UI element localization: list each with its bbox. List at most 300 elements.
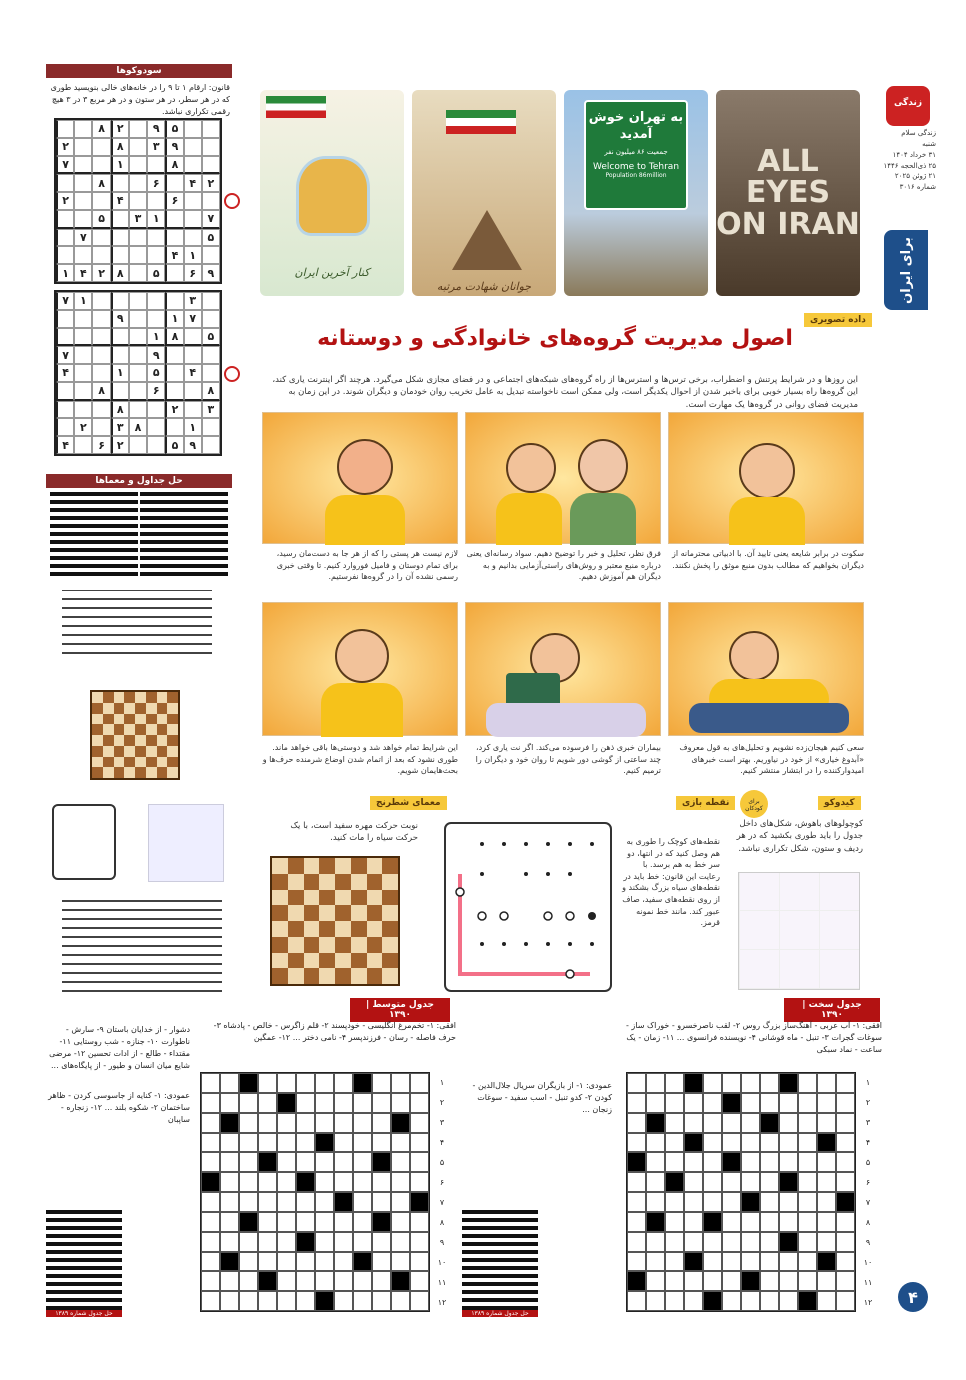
crossword-cell[interactable]: [722, 1192, 741, 1212]
sudoku-grid-1[interactable]: [54, 118, 222, 284]
sudoku-cell[interactable]: ۱: [184, 246, 202, 264]
crossword-cell[interactable]: [646, 1073, 665, 1093]
crossword-cell[interactable]: [277, 1133, 296, 1153]
crossword-cell[interactable]: [836, 1073, 855, 1093]
crossword-cell[interactable]: [627, 1291, 646, 1311]
crossword-cell[interactable]: [258, 1192, 277, 1212]
crossword-cell[interactable]: [627, 1152, 646, 1172]
crossword-cell[interactable]: [817, 1291, 836, 1311]
crossword-cell[interactable]: [391, 1212, 410, 1232]
sudoku-cell[interactable]: ۸: [165, 328, 183, 347]
crossword-cell[interactable]: [646, 1113, 665, 1133]
crossword-cell[interactable]: [353, 1271, 372, 1291]
sudoku-cell[interactable]: ۱: [111, 156, 129, 175]
crossword-cell[interactable]: [646, 1212, 665, 1232]
crossword-cell[interactable]: [315, 1252, 334, 1272]
crossword-cell[interactable]: [836, 1291, 855, 1311]
crossword-cell[interactable]: [220, 1093, 239, 1113]
sudoku-cell[interactable]: [111, 328, 129, 347]
sudoku-cell[interactable]: [129, 264, 147, 282]
crossword-cell[interactable]: [684, 1252, 703, 1272]
crossword-cell[interactable]: [703, 1212, 722, 1232]
crossword-cell[interactable]: [296, 1291, 315, 1311]
crossword-cell[interactable]: [410, 1152, 429, 1172]
crossword-cell[interactable]: [220, 1291, 239, 1311]
sudoku-cell[interactable]: ۷: [184, 310, 202, 328]
crossword-cell[interactable]: [627, 1192, 646, 1212]
sudoku-cell[interactable]: [56, 174, 74, 192]
crossword-cell[interactable]: [201, 1073, 220, 1093]
crossword-cell[interactable]: [258, 1113, 277, 1133]
crossword-cell[interactable]: [779, 1172, 798, 1192]
crossword-cell[interactable]: [372, 1271, 391, 1291]
crossword-cell[interactable]: [684, 1172, 703, 1192]
kidoku-grid[interactable]: [738, 872, 860, 990]
crossword-cell[interactable]: [684, 1113, 703, 1133]
crossword-cell[interactable]: [665, 1271, 684, 1291]
crossword-cell[interactable]: [372, 1152, 391, 1172]
sudoku-cell[interactable]: [129, 292, 147, 310]
crossword-cell[interactable]: [703, 1172, 722, 1192]
crossword-cell[interactable]: [627, 1172, 646, 1192]
crossword-cell[interactable]: [646, 1133, 665, 1153]
sudoku-cell[interactable]: ۳: [129, 210, 147, 229]
crossword-cell[interactable]: [277, 1172, 296, 1192]
crossword-cell[interactable]: [779, 1113, 798, 1133]
crossword-cell[interactable]: [391, 1252, 410, 1272]
sudoku-cell[interactable]: ۵: [202, 229, 220, 247]
sudoku-cell[interactable]: [111, 174, 129, 192]
crossword-cell[interactable]: [353, 1172, 372, 1192]
sudoku-cell[interactable]: [74, 364, 92, 382]
crossword-cell[interactable]: [258, 1093, 277, 1113]
crossword-cell[interactable]: [277, 1252, 296, 1272]
sudoku-cell[interactable]: [202, 156, 220, 175]
crossword-cell[interactable]: [836, 1232, 855, 1252]
crossword-cell[interactable]: [372, 1093, 391, 1113]
crossword-cell[interactable]: [201, 1291, 220, 1311]
crossword-cell[interactable]: [627, 1093, 646, 1113]
crossword-cell[interactable]: [665, 1152, 684, 1172]
crossword-cell[interactable]: [315, 1073, 334, 1093]
crossword-cell[interactable]: [334, 1291, 353, 1311]
crossword-cell[interactable]: [836, 1252, 855, 1272]
crossword-cell[interactable]: [296, 1113, 315, 1133]
sudoku-cell[interactable]: [129, 120, 147, 138]
crossword-cell[interactable]: [353, 1252, 372, 1272]
crossword-cell[interactable]: [665, 1113, 684, 1133]
crossword-cell[interactable]: [334, 1192, 353, 1212]
crossword-cell[interactable]: [239, 1291, 258, 1311]
crossword-cell[interactable]: [220, 1232, 239, 1252]
crossword-cell[interactable]: [220, 1073, 239, 1093]
crossword-cell[interactable]: [684, 1291, 703, 1311]
sudoku-cell[interactable]: [165, 264, 183, 282]
crossword-cell[interactable]: [684, 1232, 703, 1252]
crossword-cell[interactable]: [836, 1093, 855, 1113]
sudoku-cell[interactable]: [202, 364, 220, 382]
crossword-cell[interactable]: [334, 1212, 353, 1232]
crossword-cell[interactable]: [410, 1271, 429, 1291]
crossword-cell[interactable]: [817, 1271, 836, 1291]
sudoku-cell[interactable]: ۱: [184, 418, 202, 436]
crossword-cell[interactable]: [410, 1113, 429, 1133]
sudoku-cell[interactable]: [184, 382, 202, 401]
crossword-cell[interactable]: [665, 1172, 684, 1192]
crossword-cell[interactable]: [684, 1152, 703, 1172]
sudoku-cell[interactable]: [56, 229, 74, 247]
sudoku-cell[interactable]: [74, 192, 92, 210]
crossword-cell[interactable]: [741, 1172, 760, 1192]
sudoku-cell[interactable]: [56, 382, 74, 401]
hard-grid[interactable]: [626, 1072, 856, 1312]
crossword-cell[interactable]: [334, 1113, 353, 1133]
sudoku-cell[interactable]: [147, 156, 165, 175]
crossword-cell[interactable]: [296, 1172, 315, 1192]
crossword-cell[interactable]: [410, 1093, 429, 1113]
crossword-cell[interactable]: [836, 1172, 855, 1192]
crossword-cell[interactable]: [741, 1212, 760, 1232]
crossword-cell[interactable]: [684, 1133, 703, 1153]
sudoku-cell[interactable]: [129, 246, 147, 264]
crossword-cell[interactable]: [703, 1073, 722, 1093]
crossword-cell[interactable]: [817, 1152, 836, 1172]
crossword-cell[interactable]: [798, 1073, 817, 1093]
sudoku-cell[interactable]: [147, 418, 165, 436]
crossword-cell[interactable]: [627, 1113, 646, 1133]
crossword-cell[interactable]: [665, 1093, 684, 1113]
crossword-cell[interactable]: [684, 1073, 703, 1093]
crossword-cell[interactable]: [741, 1192, 760, 1212]
sudoku-cell[interactable]: [92, 346, 110, 364]
crossword-cell[interactable]: [836, 1152, 855, 1172]
crossword-cell[interactable]: [665, 1291, 684, 1311]
crossword-cell[interactable]: [353, 1232, 372, 1252]
crossword-cell[interactable]: [684, 1212, 703, 1232]
crossword-cell[interactable]: [220, 1133, 239, 1153]
crossword-cell[interactable]: [201, 1271, 220, 1291]
sudoku-cell[interactable]: [92, 229, 110, 247]
sudoku-cell[interactable]: ۷: [56, 346, 74, 364]
crossword-cell[interactable]: [665, 1192, 684, 1212]
sudoku-cell[interactable]: [129, 138, 147, 156]
crossword-cell[interactable]: [627, 1133, 646, 1153]
crossword-cell[interactable]: [239, 1152, 258, 1172]
crossword-cell[interactable]: [334, 1252, 353, 1272]
sudoku-cell[interactable]: [56, 246, 74, 264]
crossword-cell[interactable]: [627, 1073, 646, 1093]
sudoku-cell[interactable]: ۹: [147, 346, 165, 364]
sudoku-cell[interactable]: [74, 138, 92, 156]
sudoku-cell[interactable]: [74, 210, 92, 229]
sudoku-cell[interactable]: [74, 401, 92, 419]
sudoku-cell[interactable]: ۴: [56, 436, 74, 454]
sudoku-cell[interactable]: ۳: [111, 418, 129, 436]
crossword-cell[interactable]: [798, 1271, 817, 1291]
crossword-cell[interactable]: [817, 1133, 836, 1153]
crossword-cell[interactable]: [239, 1093, 258, 1113]
sudoku-cell[interactable]: [165, 292, 183, 310]
sudoku-cell[interactable]: [202, 192, 220, 210]
crossword-cell[interactable]: [391, 1093, 410, 1113]
sudoku-cell[interactable]: [184, 210, 202, 229]
crossword-cell[interactable]: [779, 1073, 798, 1093]
sudoku-cell[interactable]: [165, 346, 183, 364]
crossword-cell[interactable]: [239, 1133, 258, 1153]
crossword-cell[interactable]: [258, 1172, 277, 1192]
sudoku-cell[interactable]: ۲: [202, 174, 220, 192]
sudoku-cell[interactable]: [202, 436, 220, 454]
sudoku-cell[interactable]: ۱: [147, 210, 165, 229]
sudoku-cell[interactable]: ۴: [111, 192, 129, 210]
sudoku-cell[interactable]: [92, 310, 110, 328]
crossword-cell[interactable]: [353, 1113, 372, 1133]
crossword-cell[interactable]: [779, 1192, 798, 1212]
sudoku-cell[interactable]: [92, 292, 110, 310]
sudoku-cell[interactable]: [92, 364, 110, 382]
crossword-cell[interactable]: [760, 1252, 779, 1272]
crossword-cell[interactable]: [798, 1093, 817, 1113]
sudoku-cell[interactable]: ۹: [165, 138, 183, 156]
crossword-cell[interactable]: [296, 1192, 315, 1212]
sudoku-cell[interactable]: ۹: [202, 264, 220, 282]
sudoku-cell[interactable]: [56, 401, 74, 419]
crossword-cell[interactable]: [646, 1252, 665, 1272]
sudoku-cell[interactable]: [147, 310, 165, 328]
sudoku-cell[interactable]: ۸: [92, 174, 110, 192]
sudoku-cell[interactable]: [129, 382, 147, 401]
sudoku-cell[interactable]: ۲: [92, 264, 110, 282]
crossword-cell[interactable]: [779, 1133, 798, 1153]
sudoku-cell[interactable]: [56, 210, 74, 229]
crossword-cell[interactable]: [665, 1073, 684, 1093]
crossword-cell[interactable]: [220, 1252, 239, 1272]
crossword-cell[interactable]: [258, 1073, 277, 1093]
crossword-cell[interactable]: [372, 1172, 391, 1192]
sudoku-cell[interactable]: [184, 120, 202, 138]
sudoku-cell[interactable]: ۴: [165, 246, 183, 264]
crossword-cell[interactable]: [391, 1113, 410, 1133]
crossword-cell[interactable]: [391, 1133, 410, 1153]
crossword-cell[interactable]: [703, 1291, 722, 1311]
sudoku-cell[interactable]: [74, 174, 92, 192]
crossword-cell[interactable]: [760, 1093, 779, 1113]
crossword-cell[interactable]: [353, 1133, 372, 1153]
crossword-cell[interactable]: [817, 1232, 836, 1252]
sudoku-cell[interactable]: ۲: [111, 120, 129, 138]
sudoku-cell[interactable]: [147, 192, 165, 210]
crossword-cell[interactable]: [817, 1172, 836, 1192]
sudoku-cell[interactable]: ۶: [165, 192, 183, 210]
crossword-cell[interactable]: [391, 1232, 410, 1252]
crossword-cell[interactable]: [817, 1212, 836, 1232]
sudoku-cell[interactable]: [111, 210, 129, 229]
crossword-cell[interactable]: [296, 1252, 315, 1272]
sudoku-cell[interactable]: [165, 382, 183, 401]
crossword-cell[interactable]: [239, 1113, 258, 1133]
sudoku-cell[interactable]: [202, 246, 220, 264]
crossword-cell[interactable]: [258, 1291, 277, 1311]
crossword-cell[interactable]: [722, 1212, 741, 1232]
crossword-cell[interactable]: [315, 1172, 334, 1192]
crossword-cell[interactable]: [353, 1152, 372, 1172]
crossword-cell[interactable]: [741, 1291, 760, 1311]
sudoku-cell[interactable]: ۵: [147, 264, 165, 282]
sudoku-cell[interactable]: ۲: [56, 192, 74, 210]
crossword-cell[interactable]: [296, 1133, 315, 1153]
sudoku-cell[interactable]: [56, 328, 74, 347]
sudoku-cell[interactable]: [92, 401, 110, 419]
crossword-cell[interactable]: [760, 1212, 779, 1232]
sudoku-cell[interactable]: [184, 156, 202, 175]
sudoku-cell[interactable]: ۷: [202, 210, 220, 229]
crossword-cell[interactable]: [703, 1113, 722, 1133]
sudoku-cell[interactable]: [92, 328, 110, 347]
crossword-cell[interactable]: [334, 1093, 353, 1113]
sudoku-cell[interactable]: [92, 246, 110, 264]
crossword-cell[interactable]: [798, 1232, 817, 1252]
crossword-cell[interactable]: [646, 1093, 665, 1113]
crossword-cell[interactable]: [760, 1152, 779, 1172]
sudoku-cell[interactable]: [202, 138, 220, 156]
crossword-cell[interactable]: [277, 1152, 296, 1172]
sudoku-cell[interactable]: [56, 310, 74, 328]
crossword-cell[interactable]: [836, 1212, 855, 1232]
sudoku-cell[interactable]: ۷: [74, 229, 92, 247]
crossword-cell[interactable]: [239, 1271, 258, 1291]
crossword-cell[interactable]: [722, 1252, 741, 1272]
crossword-cell[interactable]: [798, 1212, 817, 1232]
crossword-cell[interactable]: [239, 1252, 258, 1272]
crossword-cell[interactable]: [798, 1172, 817, 1192]
sudoku-cell[interactable]: [92, 156, 110, 175]
crossword-cell[interactable]: [722, 1133, 741, 1153]
sudoku-cell[interactable]: ۸: [202, 382, 220, 401]
crossword-cell[interactable]: [798, 1291, 817, 1311]
sudoku-cell[interactable]: ۵: [165, 436, 183, 454]
sudoku-cell[interactable]: [74, 346, 92, 364]
crossword-cell[interactable]: [315, 1152, 334, 1172]
sudoku-cell[interactable]: ۴: [56, 364, 74, 382]
crossword-cell[interactable]: [277, 1073, 296, 1093]
sudoku-cell[interactable]: ۸: [129, 418, 147, 436]
medium-grid[interactable]: [200, 1072, 430, 1312]
crossword-cell[interactable]: [798, 1113, 817, 1133]
sudoku-cell[interactable]: [202, 346, 220, 364]
crossword-cell[interactable]: [277, 1192, 296, 1212]
crossword-cell[interactable]: [836, 1113, 855, 1133]
crossword-cell[interactable]: [201, 1172, 220, 1192]
crossword-cell[interactable]: [684, 1192, 703, 1212]
crossword-cell[interactable]: [353, 1212, 372, 1232]
crossword-cell[interactable]: [258, 1232, 277, 1252]
crossword-cell[interactable]: [391, 1291, 410, 1311]
crossword-cell[interactable]: [296, 1073, 315, 1093]
sudoku-cell[interactable]: [74, 328, 92, 347]
crossword-cell[interactable]: [627, 1271, 646, 1291]
sudoku-cell[interactable]: ۵: [92, 210, 110, 229]
crossword-cell[interactable]: [703, 1093, 722, 1113]
sudoku-cell[interactable]: ۸: [111, 138, 129, 156]
sudoku-cell[interactable]: [184, 229, 202, 247]
crossword-cell[interactable]: [646, 1271, 665, 1291]
sudoku-cell[interactable]: [165, 364, 183, 382]
crossword-cell[interactable]: [798, 1133, 817, 1153]
sudoku-cell[interactable]: ۸: [111, 401, 129, 419]
sudoku-cell[interactable]: ۱: [74, 292, 92, 310]
crossword-cell[interactable]: [703, 1232, 722, 1252]
crossword-cell[interactable]: [220, 1113, 239, 1133]
crossword-cell[interactable]: [315, 1212, 334, 1232]
sudoku-cell[interactable]: ۸: [92, 120, 110, 138]
crossword-cell[interactable]: [372, 1291, 391, 1311]
crossword-cell[interactable]: [372, 1133, 391, 1153]
sudoku-cell[interactable]: ۴: [184, 174, 202, 192]
crossword-cell[interactable]: [627, 1212, 646, 1232]
crossword-cell[interactable]: [391, 1271, 410, 1291]
crossword-cell[interactable]: [665, 1252, 684, 1272]
crossword-cell[interactable]: [722, 1172, 741, 1192]
sudoku-cell[interactable]: [111, 382, 129, 401]
sudoku-cell[interactable]: ۲: [111, 436, 129, 454]
sudoku-cell[interactable]: [165, 210, 183, 229]
crossword-cell[interactable]: [722, 1113, 741, 1133]
crossword-cell[interactable]: [201, 1152, 220, 1172]
crossword-cell[interactable]: [665, 1212, 684, 1232]
crossword-cell[interactable]: [353, 1291, 372, 1311]
crossword-cell[interactable]: [410, 1073, 429, 1093]
crossword-cell[interactable]: [741, 1232, 760, 1252]
crossword-cell[interactable]: [665, 1133, 684, 1153]
crossword-cell[interactable]: [722, 1152, 741, 1172]
crossword-cell[interactable]: [779, 1252, 798, 1272]
crossword-cell[interactable]: [353, 1192, 372, 1212]
crossword-cell[interactable]: [760, 1133, 779, 1153]
sudoku-cell[interactable]: [184, 138, 202, 156]
crossword-cell[interactable]: [315, 1133, 334, 1153]
sudoku-cell[interactable]: [74, 246, 92, 264]
crossword-cell[interactable]: [372, 1212, 391, 1232]
crossword-cell[interactable]: [277, 1232, 296, 1252]
crossword-cell[interactable]: [372, 1192, 391, 1212]
sudoku-cell[interactable]: [129, 346, 147, 364]
sudoku-cell[interactable]: ۶: [147, 382, 165, 401]
crossword-cell[interactable]: [760, 1271, 779, 1291]
crossword-cell[interactable]: [722, 1093, 741, 1113]
crossword-cell[interactable]: [372, 1232, 391, 1252]
crossword-cell[interactable]: [239, 1172, 258, 1192]
crossword-cell[interactable]: [391, 1192, 410, 1212]
sudoku-cell[interactable]: ۷: [56, 292, 74, 310]
crossword-cell[interactable]: [315, 1271, 334, 1291]
crossword-cell[interactable]: [836, 1192, 855, 1212]
crossword-cell[interactable]: [817, 1192, 836, 1212]
crossword-cell[interactable]: [239, 1192, 258, 1212]
crossword-cell[interactable]: [410, 1291, 429, 1311]
crossword-cell[interactable]: [798, 1252, 817, 1272]
crossword-cell[interactable]: [646, 1232, 665, 1252]
sudoku-cell[interactable]: ۳: [184, 292, 202, 310]
sudoku-cell[interactable]: [202, 418, 220, 436]
crossword-cell[interactable]: [258, 1271, 277, 1291]
crossword-cell[interactable]: [353, 1073, 372, 1093]
sudoku-cell[interactable]: [74, 382, 92, 401]
crossword-cell[interactable]: [277, 1212, 296, 1232]
sudoku-cell[interactable]: [184, 328, 202, 347]
sudoku-cell[interactable]: [111, 292, 129, 310]
crossword-cell[interactable]: [410, 1133, 429, 1153]
sudoku-cell[interactable]: [184, 346, 202, 364]
